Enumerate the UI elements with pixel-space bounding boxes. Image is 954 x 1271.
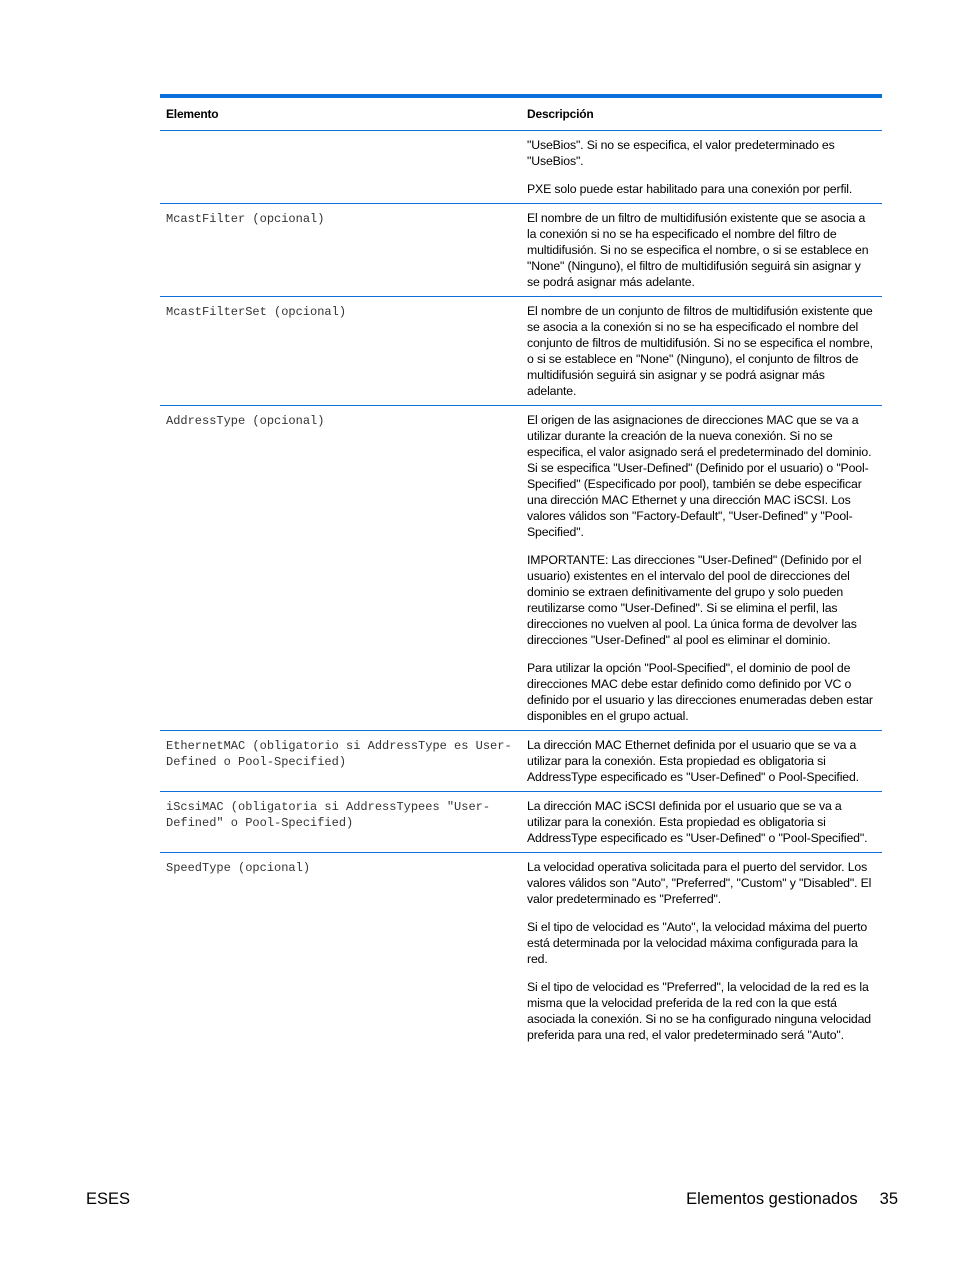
table-row: [160, 204, 882, 297]
description-paragraph: "UseBios". Si no se especifica, el valor predeterminado es "UseBios".: [527, 138, 835, 168]
element-name: McastFilterSet (opcional): [166, 305, 347, 319]
table-row: [160, 297, 882, 406]
element-name: [166, 137, 515, 138]
table-row: [160, 792, 882, 853]
table-row: [160, 853, 882, 1050]
element-name: McastFilter (opcional): [166, 212, 325, 226]
footer-lang-code: ESES: [86, 1190, 131, 1208]
description-paragraph: Si el tipo de velocidad es "Auto", la velocidad máxima del puerto está determinada por la velocidad máxima configurada para la red.: [527, 920, 868, 966]
footer-section-title: Elementos gestionados: [686, 1190, 858, 1208]
table-header-row: [160, 96, 882, 131]
element-name: AddressType (opcional): [166, 414, 325, 428]
element-cell: [160, 406, 521, 731]
header-description: Descripción: [521, 96, 882, 131]
description-cell: [521, 406, 882, 731]
description-cell: [521, 204, 882, 297]
description-paragraph: El nombre de un filtro de multidifusión existente que se asocia a la conexión si no se ha especificado el nombre del filtro de multidifusión. Si no se especifica el nombre, o si se establece en "None" (Ninguno), el filtro de multidifusión seguirá sin asignar y se podrá asignar más adelante.: [527, 211, 869, 289]
element-name: SpeedType (opcional): [166, 861, 311, 875]
description-cell: [521, 297, 882, 406]
description-cell: [521, 853, 882, 1050]
element-cell: [160, 731, 521, 792]
description-cell: [521, 792, 882, 853]
element-name: EthernetMAC (obligatorio si AddressType es User-Defined o Pool-Specified): [166, 739, 512, 769]
element-cell: [160, 853, 521, 1050]
description-paragraph: La velocidad operativa solicitada para el puerto del servidor. Los valores válidos son "Auto", "Preferred", "Custom" y "Disabled". El valor predeterminado es "Preferred".: [527, 860, 872, 906]
elements-table: [160, 94, 882, 1049]
description-cell: [521, 131, 882, 204]
description-paragraph: La dirección MAC Ethernet definida por el usuario que se va a utilizar para la conexión. Esta propiedad es obligatoria si AddressType especificado es "User-Defined" o Pool-Specified.: [527, 738, 859, 784]
table-row: [160, 406, 882, 731]
description-paragraph: El nombre de un conjunto de filtros de multidifusión existente que se asocia a la conexión si no se ha especificado el nombre del conjunto de filtros de multidifusión. Si no se especifica el nombre, o si se establece en "None" (Ninguno), el conjunto de filtros de multidifusión seguirá sin asignar y se podrá asignar más adelante.: [527, 304, 873, 398]
page-number: 35: [879, 1190, 898, 1208]
description-paragraph: IMPORTANTE: Las direcciones "User-Defined" (Definido por el usuario) existentes en el intervalo del pool de direcciones del dominio se extraen definitivamente del grupo y solo pueden reutilizarse como "User-Defined". Si se elimina el perfil, las direcciones no vuelven al pool. La única forma de devolver las direcciones "User-Defined" al pool es eliminar el dominio.: [527, 553, 862, 647]
table-row: [160, 731, 882, 792]
element-cell: [160, 131, 521, 204]
element-cell: [160, 204, 521, 297]
description-cell: [521, 731, 882, 792]
table-body: [160, 131, 882, 1050]
element-name: iScsiMAC (obligatoria si AddressTypees "User-Defined" o Pool-Specified): [166, 800, 491, 830]
description-paragraph: Para utilizar la opción "Pool-Specified", el dominio de pool de direcciones MAC debe estar definido como definido por VC o definido por el usuario y las direcciones enumeradas deben estar disponibles en el grupo actual.: [527, 661, 873, 723]
description-paragraph: El origen de las asignaciones de direcciones MAC que se va a utilizar durante la creación de la nueva conexión. Si no se especifica, el valor asignado será el predeterminado del dominio. Si se especifica "User-Defined" (Definido por el usuario) o "Pool-Specified" (Especificado por pool), también se debe especificar una dirección MAC Ethernet y una dirección MAC iSCSI. Los valores válidos son "Factory-Default", "User-Defined" y "Pool-Specified".: [527, 413, 872, 539]
header-element: Elemento: [160, 96, 521, 131]
footer-right: [686, 1190, 898, 1209]
table-row: [160, 131, 882, 204]
element-cell: [160, 792, 521, 853]
description-paragraph: La dirección MAC iSCSI definida por el usuario que se va a utilizar para la conexión. Esta propiedad es obligatoria si AddressType especificado es "User-Defined" o "Pool-Specified".: [527, 799, 868, 845]
description-paragraph: PXE solo puede estar habilitado para una conexión por perfil.: [527, 182, 853, 196]
element-cell: [160, 297, 521, 406]
description-paragraph: Si el tipo de velocidad es "Preferred", la velocidad de la red es la misma que la velocidad preferida de la red con la que está asociada la conexión. Si no se ha configurado ninguna velocidad preferida para una red, el valor predeterminado será "Auto".: [527, 980, 871, 1042]
